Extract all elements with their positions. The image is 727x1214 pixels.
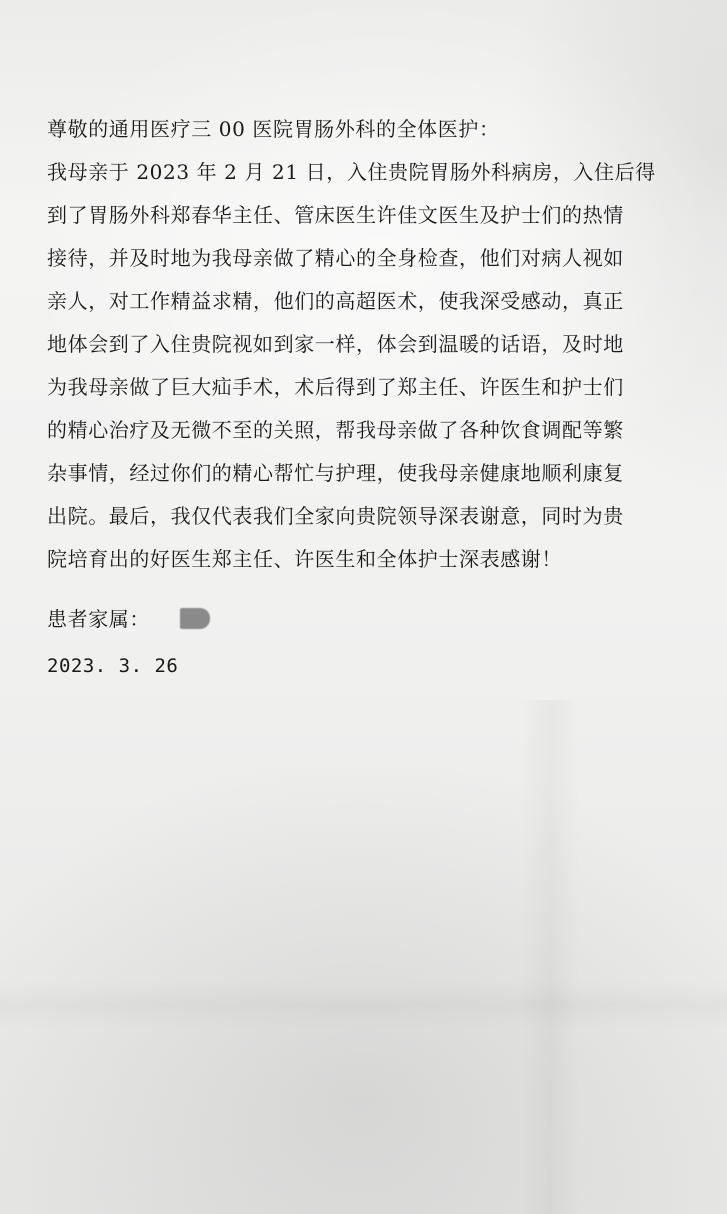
letter-body-line-8: 杂事情，经过你们的精心帮忙与护理，使我母亲健康地顺利康复	[47, 461, 624, 485]
letter-body-line-2: 到了胃肠外科郑春华主任、管床医生许佳文医生及护士们的热情	[47, 203, 624, 227]
letter-body-line-3: 接待，并及时地为我母亲做了精心的全身检查，他们对病人视如	[47, 246, 624, 270]
letter-body-line-5: 地体会到了入住贵院视如到家一样，体会到温暖的话语，及时地	[47, 332, 624, 356]
letter-body-line-6: 为我母亲做了巨大疝手术，术后得到了郑主任、许医生和护士们	[47, 375, 624, 399]
paper-fold-shadow-horizontal	[0, 980, 727, 1030]
letter-body-line-7: 的精心治疗及无微不至的关照，帮我母亲做了各种饮食调配等繁	[47, 418, 624, 442]
signature-label: 患者家属：	[47, 607, 150, 631]
letter-salutation: 尊敬的通用医疗三 00 医院胃肠外科的全体医护：	[47, 117, 500, 141]
letter-body-line-9: 出院。最后，我仅代表我们全家向贵院领导深表谢意，同时为贵	[47, 504, 624, 528]
letter-date: 2023. 3. 26	[47, 655, 179, 677]
paper-fold-shadow	[520, 700, 580, 1214]
letter-body-line-4: 亲人，对工作精益求精，他们的高超医术，使我深受感动，真正	[47, 289, 624, 313]
letter-body-line-1: 我母亲于 2023 年 2 月 21 日，入住贵院胃肠外科病房，入住后得	[47, 160, 656, 184]
letter-body-line-10: 院培育出的好医生郑主任、许医生和全体护士深表感谢！	[47, 547, 562, 571]
redacted-name-block	[180, 608, 210, 629]
